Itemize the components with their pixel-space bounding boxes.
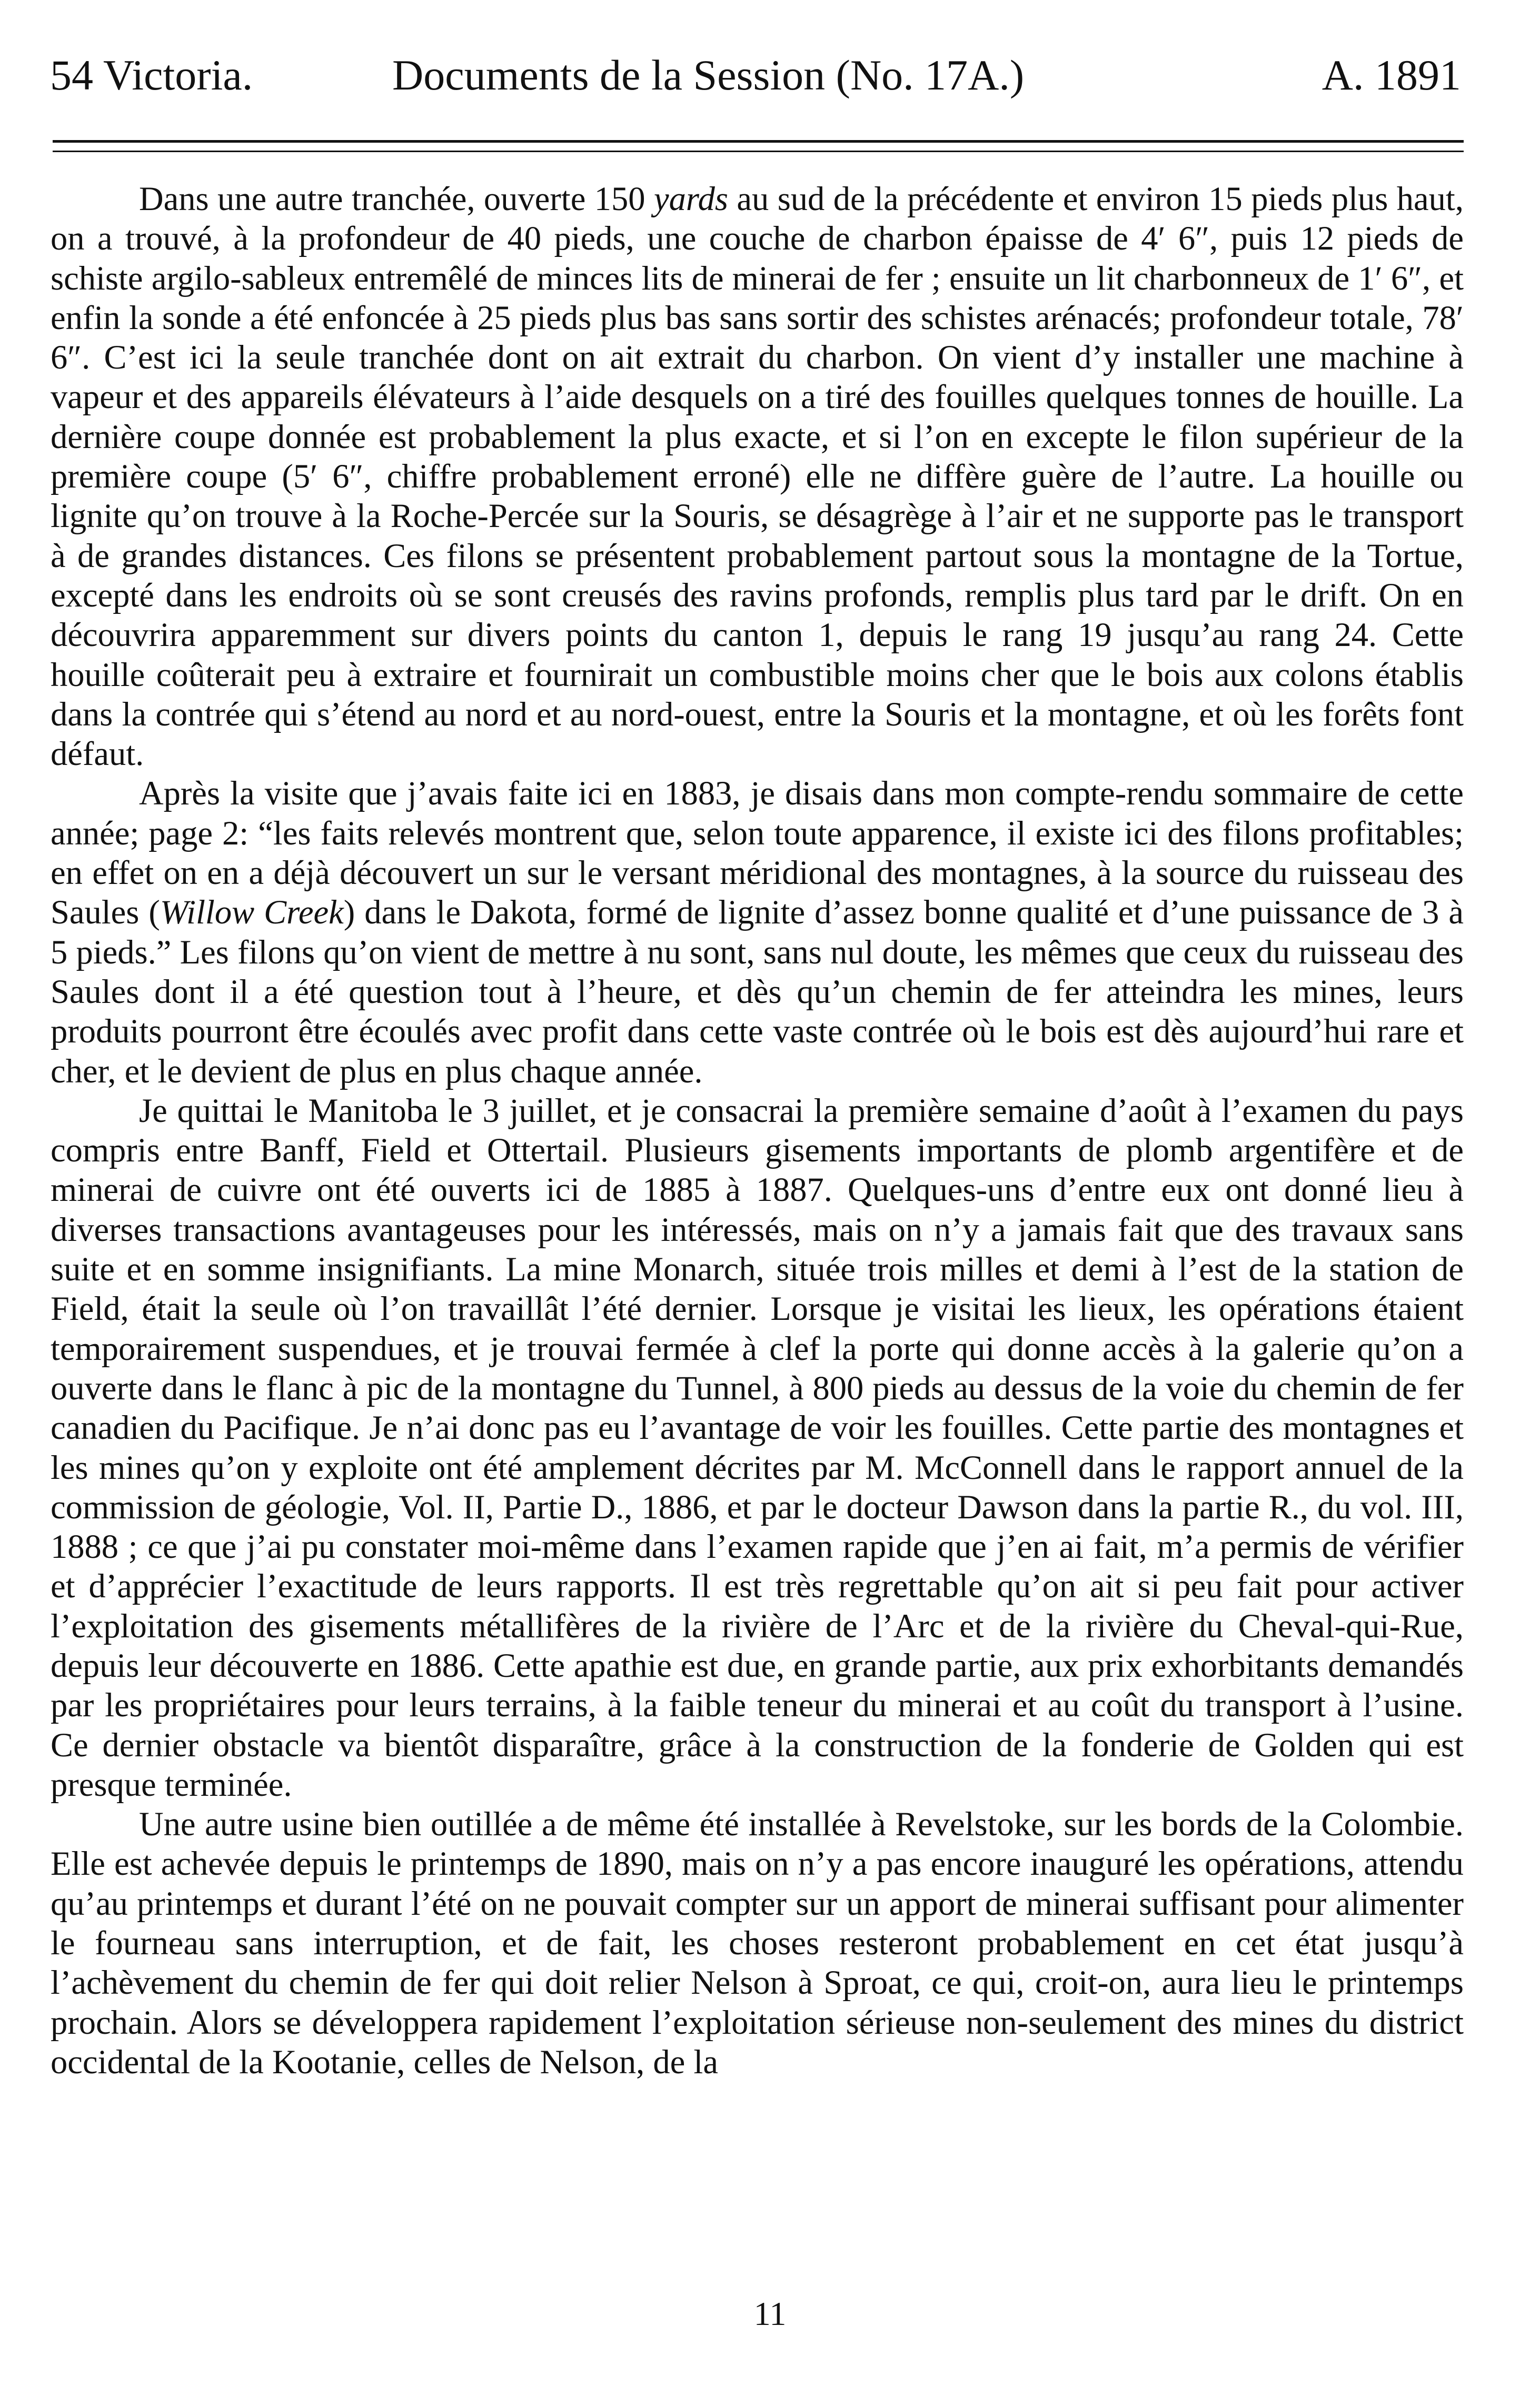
paragraph-text: Je quittai le Manitoba le 3 juillet, et je consacrai la première semaine d’août à l’examen du pays compris entre Banff, Field et Ottertail. Plusieurs gisements importants de plomb argentifère et de minerai de cuivre ont été ouverts ici de 1885 à 1887. Quelques-uns d’entre eux ont donné lieu à diverses transactions avantageuses pour les intéressés, mais on n’y a jamais fait que des travaux sans suite et en somme insignifiants. La mine Monarch, située trois milles et demi à l’est de la station de Field, était la seule où l’on travaillât l’été dernier. Lorsque je visitai les lieux, les opérations étaient temporairement suspendues, et je trouvai fermée à clef la porte qui donne accès à la galerie qu’on a ouverte dans le flanc à pic de la montagne du Tunnel, à 800 pieds au dessus de la voie du chemin de fer canadien du Pacifique. Je n’ai donc pas eu l’avantage de voir les fouilles. Cette partie des montagnes et les mines qu’on y exploite ont été amplement décrites par M. McConnell dans le rapport annuel de la commission de géologie, Vol. II, Partie D., 1886, et par le docteur Dawson dans la partie R., du vol. III, 1888 ; ce que j’ai pu constater moi-même dans l’examen rapide que j’en ai fait, m’a permis de vérifier et d’apprécier l’exactitude de leurs rapports. Il est très regrettable qu’on ait si peu fait pour activer l’exploitation des gisements métallifères de la rivière de l’Arc et de la rivière du Cheval-qui-Rue, depuis leur découverte en 1886. Cette apathie est due, en grande partie, aux prix exhorbitants demandés par les propriétaires pour leurs terrains, à la faible teneur du minerai et au coût du transport à l’usine. Ce dernier obstacle va bientôt disparaître, grâce à la construction de la fonderie de Golden qui est presque terminée. [51, 1091, 1464, 1803]
paragraph [51, 773, 1464, 1090]
paragraph-italic-term: Willow Creek [160, 893, 344, 931]
paragraph-text: Dans une autre tranchée, ouverte 150 [139, 180, 654, 217]
paragraph [51, 179, 1464, 773]
body-text [51, 179, 1464, 2082]
header-rule-thick [53, 140, 1464, 143]
header-document-title: Documents de la Session (No. 17A.) [392, 51, 1025, 99]
header-rule-thin [53, 151, 1464, 152]
page-number: 11 [753, 2295, 787, 2332]
paragraph-italic-term: yards [653, 180, 728, 217]
header-session-year: 54 Victoria. [50, 51, 253, 99]
paragraph [51, 1804, 1464, 2082]
running-header [50, 46, 1461, 104]
paragraph-text: Après la visite que j’avais faite ici en 1883, je disais dans mon compte-rendu sommaire de cette année; page 2: “les faits relevés montrent que, selon toute apparence, il existe ici des filons profitables; en effet on en a déjà découvert un sur le versant méridional des montagnes, à la source du ruisseau des Saules ( [51, 774, 1464, 931]
paragraph-text: au sud de la précédente et environ 15 pieds plus haut, on a trouvé, à la profondeur de 40 pieds, une couche de charbon épaisse de 4′ 6″, puis 12 pieds de schiste argilo-sableux entremêlé de minces lits de minerai de fer ; ensuite un lit charbonneux de 1′ 6″, et enfin la sonde a été enfoncée à 25 pieds plus bas sans sortir des schistes arénacés; profondeur totale, 78′ 6″. C’est ici la seule tranchée dont on ait extrait du charbon. On vient d’y installer une machine à vapeur et des appareils élévateurs à l’aide desquels on a tiré des fouilles quelques tonnes de houille. La dernière coupe donnée est probablement la plus exacte, et si l’on en excepte le filon supérieur de la première coupe (5′ 6″, chiffre probablement erroné) elle ne diffère guère de l’autre. La houille ou lignite qu’on trouve à la Roche-Percée sur la Souris, se désagrège à l’air et ne supporte pas le transport à de grandes distances. Ces filons se présentent probablement partout sous la montagne de la Tortue, excepté dans les endroits où se sont creusés des ravins profonds, remplis plus tard par le drift. On en découvrira apparemment sur divers points du canton 1, depuis le rang 19 jusqu’au rang 24. Cette houille coûterait peu à extraire et fournirait un combustible moins cher que le bois aux colons établis dans la contrée qui s’étend au nord et au nord-ouest, entre la Souris et la montagne, et où les forêts font défaut. [51, 180, 1464, 773]
paragraph-text: ) dans le Dakota, formé de lignite d’assez bonne qualité et d’une puissance de 3 à 5 pieds.” Les filons qu’on vient de mettre à nu sont, sans nul doute, les mêmes que ceux du ruisseau des Saules dont il a été question tout à l’heure, et dès qu’un chemin de fer atteindra les mines, leurs produits pourront être écoulés avec profit dans cette vaste contrée où le bois est dès aujourd’hui rare et cher, et le devient de plus en plus chaque année. [51, 893, 1464, 1090]
paragraph [51, 1091, 1464, 1804]
header-year: A. 1891 [1322, 51, 1461, 99]
paragraph-text: Une autre usine bien outillée a de même été installée à Revelstoke, sur les bords de la Colombie. Elle est achevée depuis le printemps de 1890, mais on n’y a pas encore inauguré les opérations, attendu qu’au printemps et durant l’été on ne pouvait compter sur un apport de minerai suffisant pour alimenter le fourneau sans interruption, et de fait, les choses resteront probablement en cet état jusqu’à l’achèvement du chemin de fer qui doit relier Nelson à Sproat, ce qui, croit-on, aura lieu le printemps prochain. Alors se développera rapidement l’exploitation sérieuse non-seulement des mines du district occidental de la Kootanie, celles de Nelson, de la [51, 1805, 1464, 2081]
